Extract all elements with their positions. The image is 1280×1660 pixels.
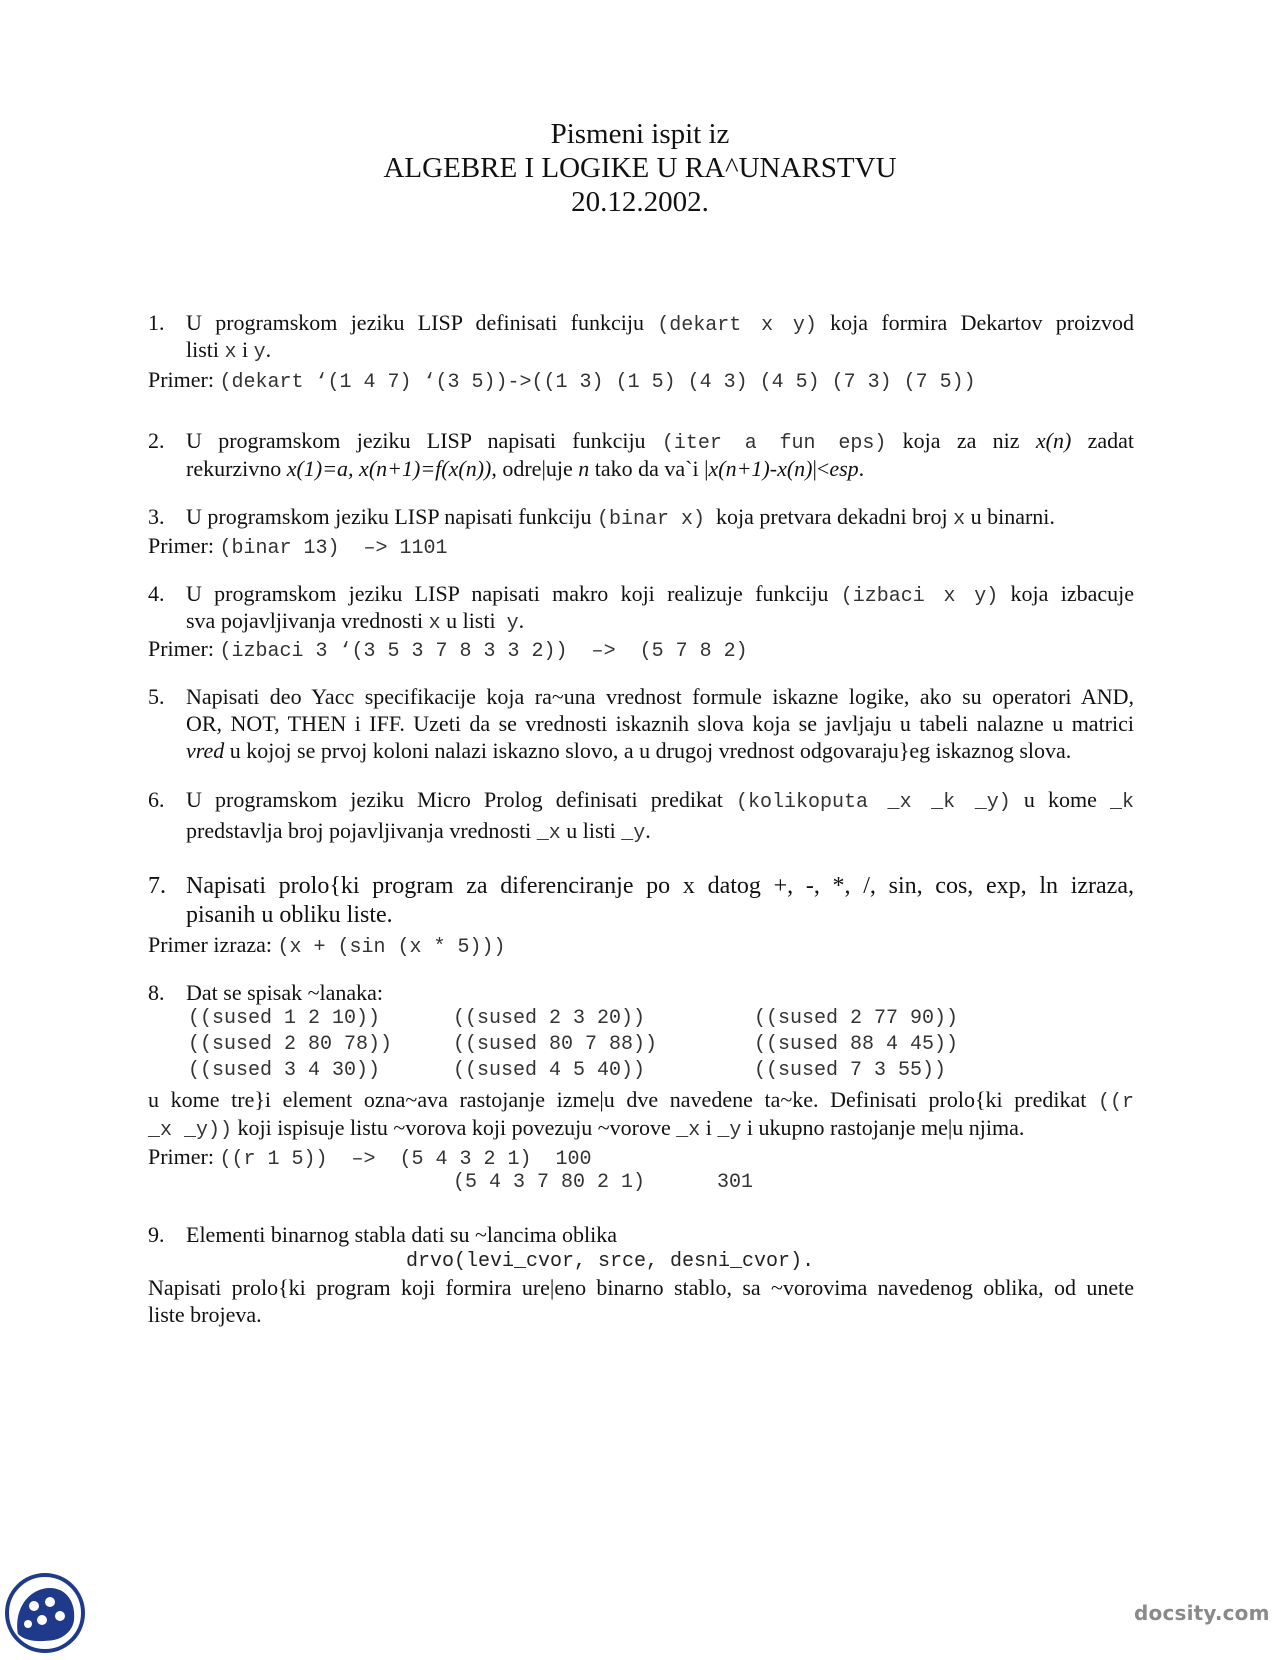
question-number: 4. [148, 581, 165, 606]
exam-heading-line-2: ALGEBRE I LOGIKE U RA^UNARSTVU [383, 152, 897, 184]
question-number: 6. [148, 787, 165, 812]
docsity-brand: docsity.com [1134, 1601, 1270, 1625]
question-number: 7. [148, 873, 166, 899]
question-1-example: Primer: (dekart ‘(1 4 7) ‘(3 5))->((1 3) (1 5) (4 3) (4 5) (7 3) (7 5)) [148, 367, 976, 394]
exam-date: 20.12.2002. [571, 186, 709, 218]
question-number: 9. [148, 1222, 165, 1247]
fact: ((sused 1 2 10)) [188, 1007, 381, 1030]
question-6-line-1: U programskom jeziku Micro Prolog definisati predikat (kolikoputa _x _k _y) u kome _k [186, 787, 1134, 814]
fact: ((sused 2 77 90)) [754, 1007, 959, 1030]
question-2-line-1: U programskom jeziku LISP napisati funkciju (iter a fun eps) koja za niz x(n) zadat [186, 428, 1135, 455]
fact: ((sused 88 4 45)) [754, 1033, 959, 1056]
question-number: 8. [148, 980, 165, 1005]
fact: ((sused 80 7 88)) [453, 1033, 658, 1056]
question-2-line-2: rekurzivno x(1)=a, x(n+1)=f(x(n)), odre|uje n tako da va`i |x(n+1)-x(n)|<esp. [186, 456, 865, 481]
question-number: 1. [148, 310, 165, 335]
fact: ((sused 2 3 20)) [453, 1007, 646, 1030]
question-4-line-1: U programskom jeziku LISP napisati makro koji realizuje funkciju (izbaci x y) koja izbacuje [186, 581, 1135, 608]
fact: ((sused 3 4 30)) [188, 1059, 381, 1082]
fact: ((sused 7 3 55)) [754, 1059, 947, 1082]
question-5-line-1: Napisati deo Yacc specifikacije koja ra~una vrednost formule iskazne logike, ako su operatori AND, [186, 684, 1134, 709]
question-4-line-2: sva pojavljivanja vrednosti x u listi y. [186, 608, 525, 635]
question-9-line-2: liste brojeva. [148, 1302, 262, 1327]
question-3-line-1: U programskom jeziku LISP napisati funkciju (binar x) koja pretvara dekadni broj x u binarni. [186, 504, 1055, 531]
question-8-example-2: (5 4 3 7 80 2 1) 301 [453, 1171, 754, 1194]
docsity-logo-icon [4, 1572, 86, 1654]
question-5-line-3: vred u kojoj se prvoj koloni nalazi iskazno slovo, a u drugoj vrednost odgovaraju}eg iskaznog slova. [186, 738, 1072, 763]
question-1-line-2: listi x i y. [186, 337, 272, 364]
question-8-intro: Dat se spisak ~lanaka: [186, 980, 384, 1005]
question-4-example: Primer: (izbaci 3 ‘(3 5 3 7 8 3 3 2)) –> (5 7 8 2) [148, 636, 748, 663]
question-7-line-1: Napisati prolo{ki program za diferenciranje po x datog +, -, *, /, sin, cos, exp, ln izraza, [186, 873, 1134, 899]
question-number: 5. [148, 684, 165, 709]
question-9-line-1: Napisati prolo{ki program koji formira ure|eno binarno stablo, sa ~vorovima navedenog oblika, od unete [148, 1275, 1134, 1300]
question-8-line-4: _x _y)) koji ispisuje listu ~vorova koji povezuju ~vorove _x i _y i ukupno rastojanje me|u njima. [148, 1115, 1025, 1142]
exam-heading-line-1: Pismeni ispit iz [550, 118, 730, 150]
question-8-example: Primer: ((r 1 5)) –> (5 4 3 2 1) 100 [148, 1144, 592, 1171]
question-9-code: drvo(levi_cvor, srce, desni_cvor). [406, 1250, 815, 1273]
question-number: 3. [148, 504, 165, 529]
fact: ((sused 4 5 40)) [453, 1059, 646, 1082]
question-3-example: Primer: (binar 13) –> 1101 [148, 533, 448, 560]
fact: ((sused 2 80 78)) [188, 1033, 393, 1056]
question-1-line-1: U programskom jeziku LISP definisati funkciju (dekart x y) koja formira Dekartov proizvod [186, 310, 1134, 337]
question-8-line-3: u kome tre}i element ozna~ava rastojanje izme|u dve navedene ta~ke. Definisati prolo{ki predikat ((r [148, 1087, 1134, 1114]
question-7-line-2: pisanih u obliku liste. [186, 902, 393, 928]
question-7-example: Primer izraza: (x + (sin (x * 5))) [148, 932, 506, 959]
question-5-line-2: OR, NOT, THEN i IFF. Uzeti da se vrednosti iskaznih slova koja se javljaju u tabeli nalazne u matrici [186, 711, 1134, 736]
question-6-line-2: predstavlja broj pojavljivanja vrednosti _x u listi _y. [186, 818, 651, 845]
question-number: 2. [148, 428, 165, 453]
question-9-intro: Elementi binarnog stabla dati su ~lancima oblika [186, 1222, 618, 1247]
